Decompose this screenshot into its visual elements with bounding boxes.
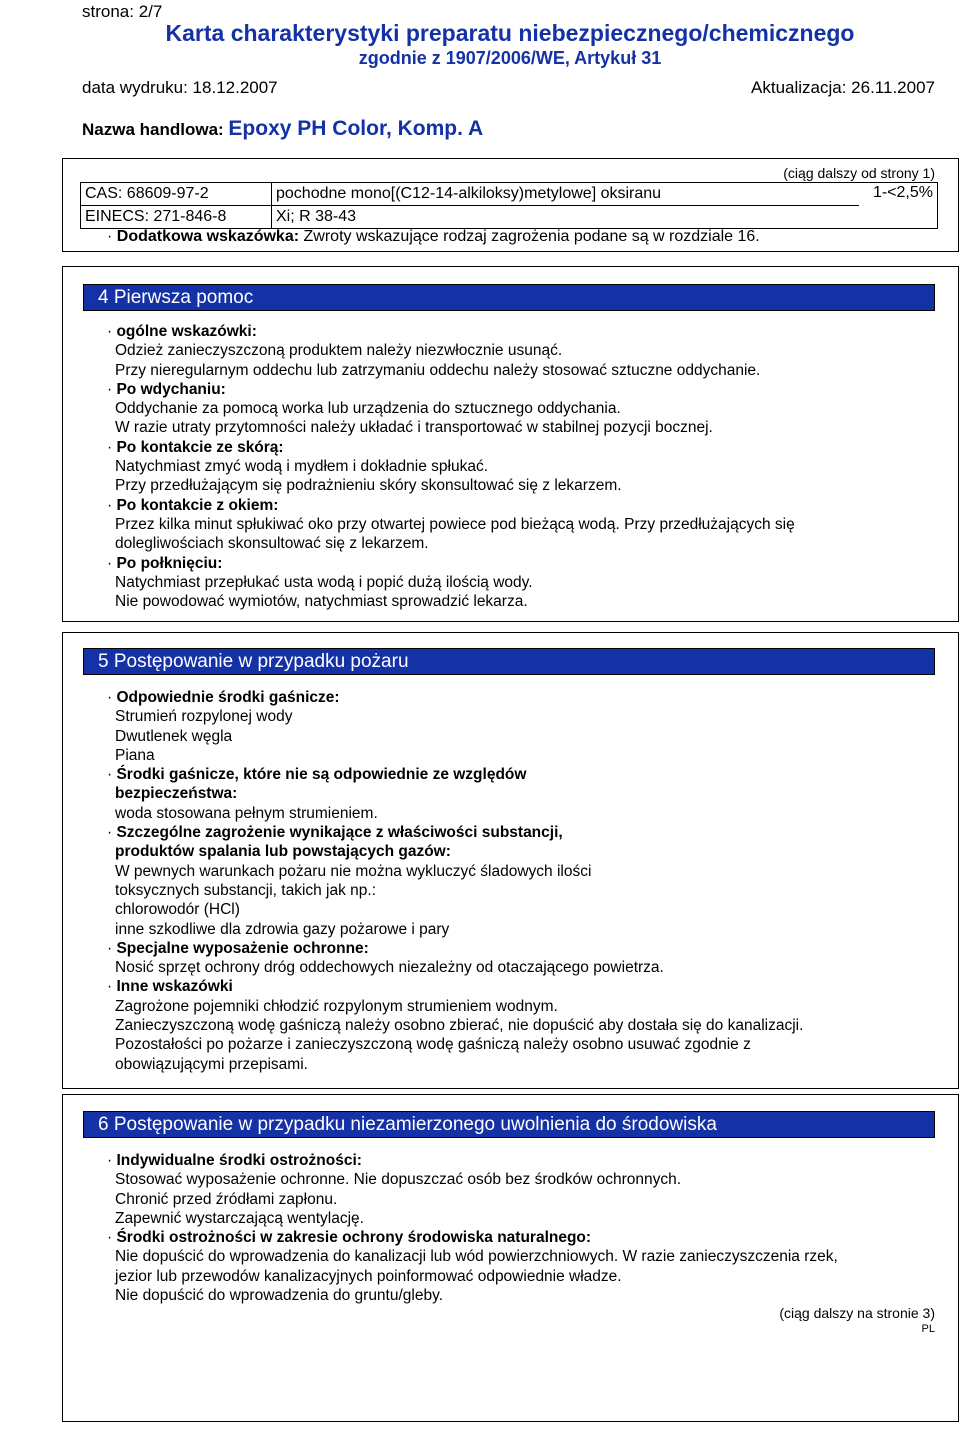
section-6-body xyxy=(107,1151,937,1305)
s4-line: Natychmiast zmyć wodą i mydłem i dokładnie spłukać. xyxy=(115,458,488,476)
trade-name-value: Epoxy PH Color, Komp. A xyxy=(228,117,484,140)
s5-line: obowiązującymi przepisami. xyxy=(115,1055,308,1073)
ingredients-table xyxy=(80,182,938,229)
section-6-header xyxy=(83,1111,935,1138)
ingredient-concentration: 1-<2,5% xyxy=(859,183,938,229)
section-5-header xyxy=(83,648,935,675)
additional-note-text: Zwroty wskazujące rodzaj zagrożenia podane są w rozdziale 16. xyxy=(303,228,760,245)
s6-line: jezior lub przewodów kanalizacyjnych poinformować odpowiednie władze. xyxy=(115,1267,622,1285)
trade-name xyxy=(82,117,483,141)
s5-heading-cont: bezpieczeństwa: xyxy=(115,785,238,803)
page-number: strona: 2/7 xyxy=(82,2,163,21)
s5-heading: · Odpowiednie środki gaśnicze: xyxy=(107,688,937,707)
ingredient-classification: Xi; R 38-43 xyxy=(272,206,860,229)
s5-line: Pozostałości po pożarze i zanieczyszczoną wodę gaśniczą należy osobno usuwać zgodnie z xyxy=(115,1036,751,1054)
s6-line: Nie dopuścić do wprowadzenia do gruntu/gleby. xyxy=(115,1287,443,1305)
s6-heading: · Środki ostrożności w zakresie ochrony środowiska naturalnego: xyxy=(107,1228,937,1247)
s4-line: Oddychanie za pomocą worka lub urządzenia do sztucznego oddychania. xyxy=(115,400,621,418)
s4-heading: · Po połknięciu: xyxy=(107,554,937,573)
ingredient-name: pochodne mono[(C12-14-alkiloksy)metylowe] oksiranu xyxy=(272,183,860,206)
s4-heading: · Po kontakcie ze skórą: xyxy=(107,438,937,457)
s4-line: W razie utraty przytomności należy układać i transportować w stabilnej pozycji bocznej. xyxy=(115,419,713,437)
s6-heading: · Indywidualne środki ostrożności: xyxy=(107,1151,937,1170)
language-code: PL xyxy=(921,1323,935,1335)
s6-line: Stosować wyposażenie ochronne. Nie dopuszczać osób bez środków ochronnych. xyxy=(115,1171,682,1189)
s4-line: Odzież zanieczyszczoną produktem należy niezwłocznie usunąć. xyxy=(115,342,563,360)
s5-heading: · Inne wskazówki xyxy=(107,977,937,996)
s5-line: toksycznych substancji, takich jak np.: xyxy=(115,881,377,899)
document-title: Karta charakterystyki preparatu niebezpiecznego/chemicznego xyxy=(165,20,855,46)
s5-heading-cont: produktów spalania lub powstających gazów: xyxy=(115,843,451,861)
einecs-number: EINECS: 271-846-8 xyxy=(81,206,272,229)
s6-line: Zapewnić wystarczającą wentylację. xyxy=(115,1209,364,1227)
s4-line: dolegliwościach skonsultować się z lekarzem. xyxy=(115,535,429,553)
section-5-title: 5 Postępowanie w przypadku pożaru xyxy=(98,651,409,672)
update-date: Aktualizacja: 26.11.2007 xyxy=(751,78,935,97)
s5-line: W pewnych warunkach pożaru nie można wykluczyć śladowych ilości xyxy=(115,862,592,880)
s5-line: Nosić sprzęt ochrony dróg oddechowych niezależny od otaczającego powietrza. xyxy=(115,959,664,977)
s6-line: Nie dopuścić do wprowadzenia do kanalizacji lub wód powierzchniowych. W razie zanieczyszczenia rzek, xyxy=(115,1248,838,1266)
s4-heading: · Po wdychaniu: xyxy=(107,380,937,399)
continuation-to: (ciąg dalszy na stronie 3) xyxy=(779,1305,935,1321)
s5-heading: · Specjalne wyposażenie ochronne: xyxy=(107,939,937,958)
s4-line: Przez kilka minut spłukiwać oko przy otwartej powiece pod bieżącą wodą. Przy przedłużających się xyxy=(115,515,795,533)
s6-line: Chronić przed źródłami zapłonu. xyxy=(115,1190,338,1208)
section-4-header xyxy=(83,284,935,311)
s5-line: Zagrożone pojemniki chłodzić rozpylonym strumieniem wodnym. xyxy=(115,997,558,1015)
s5-heading: · Szczególne zagrożenie wynikające z właściwości substancji, xyxy=(107,823,937,842)
s4-line: Nie powodować wymiotów, natychmiast sprowadzić lekarza. xyxy=(115,593,528,611)
additional-note: · Dodatkowa wskazówka: Zwroty wskazujące rodzaj zagrożenia podane są w rozdziale 16. xyxy=(107,228,760,245)
section-6-title: 6 Postępowanie w przypadku niezamierzonego uwolnienia do środowiska xyxy=(98,1114,717,1135)
s4-line: Natychmiast przepłukać usta wodą i popić dużą ilością wody. xyxy=(115,573,533,591)
section-4-title: 4 Pierwsza pomoc xyxy=(98,287,254,308)
s4-heading: · Po kontakcie z okiem: xyxy=(107,496,937,515)
cas-number: CAS: 68609-97-2 xyxy=(81,183,272,206)
document-subtitle: zgodnie z 1907/2006/WE, Artykuł 31 xyxy=(358,48,662,68)
s5-line: Strumień rozpylonej wody xyxy=(115,708,293,726)
s5-line: Zanieczyszczoną wodę gaśniczą należy osobno zbierać, nie dopuścić aby dostała się do kanalizacji. xyxy=(115,1017,804,1035)
print-date: data wydruku: 18.12.2007 xyxy=(82,78,278,97)
s5-line: inne szkodliwe dla zdrowia gazy pożarowe i pary xyxy=(115,920,450,938)
s4-line: Przy nieregularnym oddechu lub zatrzymaniu oddechu należy stosować sztuczne oddychanie. xyxy=(115,361,761,379)
s5-heading: · Środki gaśnicze, które nie są odpowiednie ze względów xyxy=(107,765,937,784)
s5-line: chlorowodór (HCl) xyxy=(115,901,240,919)
s5-line: Piana xyxy=(115,746,155,764)
s4-heading: · ogólne wskazówki: xyxy=(107,322,937,341)
s5-line: Dwutlenek węgla xyxy=(115,727,233,745)
s5-line: woda stosowana pełnym strumieniem. xyxy=(115,804,378,822)
section-5-body xyxy=(107,688,937,1074)
section-4-body xyxy=(107,322,937,611)
s4-line: Przy przedłużającym się podrażnieniu skóry skonsultować się z lekarzem. xyxy=(115,477,622,495)
additional-note-label: Dodatkowa wskazówka: xyxy=(116,228,300,245)
trade-name-label: Nazwa handlowa: xyxy=(82,120,224,139)
continuation-from: (ciąg dalszy od strony 1) xyxy=(783,165,935,181)
